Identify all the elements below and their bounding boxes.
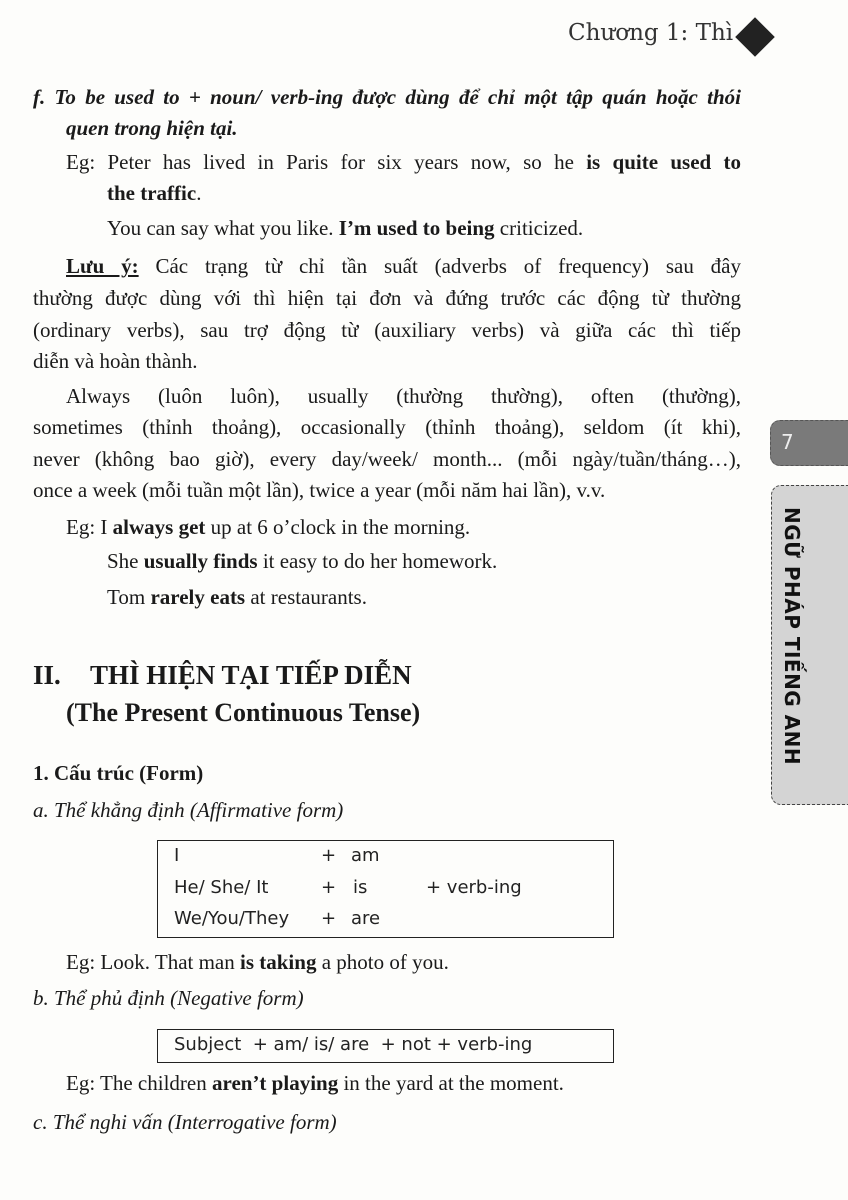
text-line [33, 284, 741, 312]
text-line [66, 114, 238, 142]
text-segment: is taking [240, 950, 317, 974]
text-segment: Eg: Peter has lived in Paris for six years now, so he [66, 150, 587, 174]
text-segment: Eg: I [66, 515, 113, 539]
text-segment: (ordinary verbs), sau trợ động từ (auxiliary verbs) và giữa các thì tiếp [33, 318, 741, 342]
side-tab-label: NGỮ PHÁP TIẾNG ANH [780, 507, 804, 766]
plus: + [321, 877, 337, 898]
text-segment: Eg: Look. That man [66, 950, 240, 974]
section-title: THÌ HIỆN TẠI TIẾP DIỄN [90, 660, 412, 690]
text-segment: never (không bao giờ), every day/week/ month... (mỗi ngày/tuần/tháng…), [33, 447, 741, 471]
verb: are [351, 908, 381, 929]
text-line [107, 547, 497, 575]
verb: is [353, 877, 368, 898]
section-subtitle: (The Present Continuous Tense) [66, 698, 421, 727]
text-segment: it easy to do her homework. [257, 549, 498, 573]
text-line [66, 1069, 564, 1097]
section-numeral: II. [33, 660, 61, 690]
plus: + [321, 845, 337, 866]
chapter-header: Chương 1: Thì [568, 20, 734, 46]
text-segment: Eg: The children [66, 1071, 212, 1095]
text-segment: 1. Cấu trúc (Form) [33, 761, 204, 785]
text-segment: Always (luôn luôn), usually (thường thường), often (thường), [66, 384, 741, 408]
text-segment: f. To be used to + noun/ verb-ing được dùng để chỉ một tập quán hoặc thói [33, 85, 741, 109]
text-line [33, 759, 203, 787]
text-line [107, 179, 201, 207]
text-segment: Các trạng từ chỉ tần suất (adverbs of frequency) sau đây [138, 254, 742, 278]
negative-formula: Subject + am/ is/ are + not + verb-ing [174, 1034, 533, 1055]
text-segment: aren’t playing [212, 1071, 339, 1095]
subject: We/You/They [174, 908, 290, 929]
subject: I [174, 845, 180, 866]
text-segment: I’m used to being [338, 216, 495, 240]
text-segment: once a week (mỗi tuần một lần), twice a year (mỗi năm hai lần), v.v. [33, 478, 606, 502]
plus: + [321, 908, 337, 929]
text-line [66, 513, 470, 541]
text-segment: the traffic [107, 181, 197, 205]
verb: am [351, 845, 380, 866]
diamond-icon [735, 17, 775, 57]
text-segment: at restaurants. [245, 585, 367, 609]
text-segment: always get [112, 515, 206, 539]
text-segment: b. Thể phủ định (Negative form) [33, 986, 304, 1010]
text-segment: She [107, 549, 144, 573]
text-segment: . [196, 181, 202, 205]
page-number-tab [770, 420, 848, 466]
text-line [107, 583, 367, 611]
page-number: 7 [781, 430, 794, 454]
text-segment: up at 6 o’clock in the morning. [205, 515, 471, 539]
text-line [107, 214, 583, 242]
subject: He/ She/ It [174, 877, 269, 898]
text-segment: Lưu ý: [66, 254, 139, 278]
text-line [33, 445, 741, 473]
text-segment: c. Thể nghi vấn (Interrogative form) [33, 1110, 337, 1134]
text-line [33, 984, 304, 1012]
text-segment: in the yard at the moment. [338, 1071, 564, 1095]
text-segment: Tom [107, 585, 151, 609]
text-line [33, 316, 741, 344]
text-segment: sometimes (thỉnh thoảng), occasionally (thỉnh thoảng), seldom (ít khi), [33, 415, 741, 439]
text-segment: thường được dùng với thì hiện tại đơn và đứng trước các động từ thường [33, 286, 741, 310]
text-line [66, 948, 449, 976]
text-segment: rarely eats [150, 585, 246, 609]
text-segment: You can say what you like. [107, 216, 339, 240]
text-line [33, 796, 343, 824]
text-line [33, 413, 741, 441]
text-line [33, 1108, 337, 1136]
text-segment: criticized. [494, 216, 584, 240]
text-segment: is quite used to [586, 150, 741, 174]
text-line [66, 148, 741, 176]
text-segment: usually finds [143, 549, 258, 573]
text-segment: diễn và hoàn thành. [33, 349, 198, 373]
text-line [33, 83, 741, 111]
negative-formula-box [157, 1029, 614, 1063]
text-segment: a. Thể khẳng định (Affirmative form) [33, 798, 344, 822]
text-segment: quen trong hiện tại. [66, 116, 238, 140]
affirmative-table [157, 840, 614, 938]
text-line [66, 252, 741, 280]
text-line [33, 476, 605, 504]
text-line [33, 347, 197, 375]
text-segment: a photo of you. [316, 950, 449, 974]
suffix: + verb-ing [426, 877, 522, 898]
text-line [66, 382, 741, 410]
